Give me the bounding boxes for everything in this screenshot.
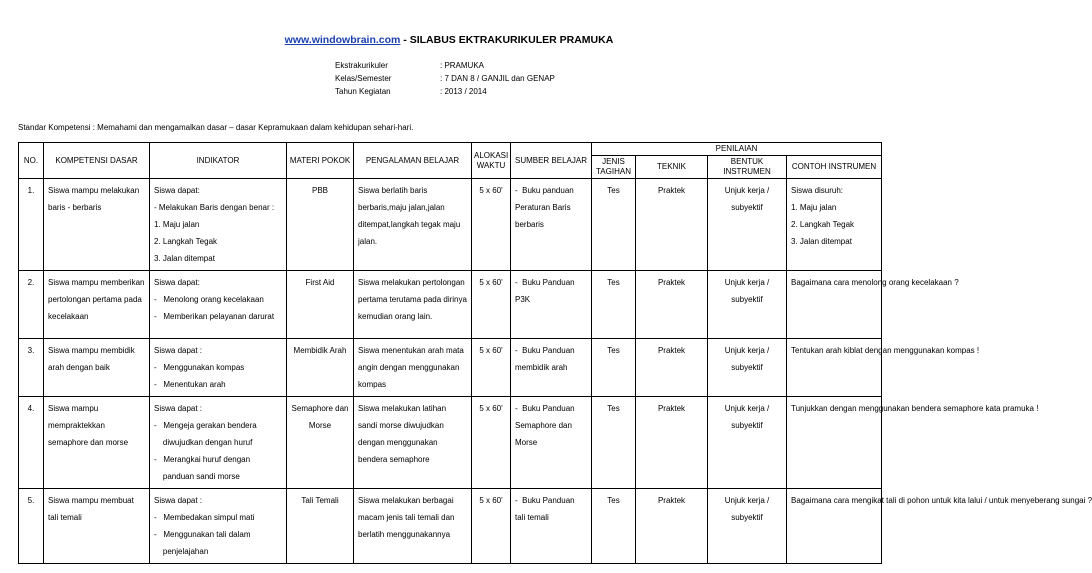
cell-line: 1. Maju jalan: [154, 220, 200, 229]
cell-alokasi: 5 x 60': [472, 339, 511, 397]
cell-line: Siswa dapat:: [154, 186, 200, 195]
cell-materi: Semaphore dan Morse: [287, 397, 354, 489]
header-jenis-tagihan: JENIS TAGIHAN: [592, 156, 636, 179]
cell-jenis: Tes: [592, 271, 636, 339]
meta-tahun-kegiatan: [335, 87, 487, 96]
cell-materi: PBB: [287, 179, 354, 271]
cell-line: Siswa dapat:: [154, 278, 200, 287]
cell-teknik: Praktek: [636, 339, 708, 397]
cell-line: - Menentukan arah: [154, 380, 226, 389]
cell-line: Siswa disuruh:: [791, 186, 844, 195]
cell-line: 3. Jalan ditempat: [791, 237, 852, 246]
cell-line: - Menggunakan kompas: [154, 363, 245, 372]
cell-kompetensi: Siswa mampu membidik arah dengan baik: [44, 339, 150, 397]
cell-no: 3.: [19, 339, 44, 397]
table-row: [19, 179, 882, 271]
cell-bentuk: Unjuk kerja / subyektif: [708, 397, 787, 489]
header-sumber-belajar: SUMBER BELAJAR: [511, 143, 592, 179]
meta-label: Tahun Kegiatan: [335, 87, 391, 96]
cell-line: Bagaimana cara menolong orang kecelakaan ?: [791, 278, 959, 287]
cell-bentuk: Unjuk kerja / subyektif: [708, 179, 787, 271]
cell-line: - Buku Panduan: [515, 278, 575, 287]
cell-pengalaman: Siswa berlatih baris berbaris,maju jalan,jalan ditempat,langkah tegak maju jalan.: [354, 179, 472, 271]
cell-line: Tunjukkan dengan menggunakan bendera semaphore kata pramuka !: [791, 404, 1039, 413]
cell-line: 1. Maju jalan: [791, 203, 837, 212]
meta-label: Kelas/Semester: [335, 74, 392, 83]
header-penilaian: PENILAIAN: [592, 143, 882, 156]
cell-alokasi: 5 x 60': [472, 397, 511, 489]
cell-jenis: Tes: [592, 179, 636, 271]
cell-line: Bagaimana cara mengikat tali di pohon untuk kita lalui / untuk menyeberang sungai ?: [791, 496, 1092, 505]
cell-line: - Menggunakan tali dalam: [154, 530, 251, 539]
cell-line: - Menolong orang kecelakaan: [154, 295, 264, 304]
cell-indikator: [150, 489, 287, 564]
cell-line: membidik arah: [515, 363, 568, 372]
meta-value: : 2013 / 2014: [440, 87, 487, 96]
cell-jenis: Tes: [592, 339, 636, 397]
header-materi-pokok: MATERI POKOK: [287, 143, 354, 179]
cell-line: - Membedakan simpul mati: [154, 513, 255, 522]
header-pengalaman-belajar: PENGALAMAN BELAJAR: [354, 143, 472, 179]
header-bentuk-instrumen: BENTUK INSTRUMEN: [708, 156, 787, 179]
cell-sumber: [511, 489, 592, 564]
cell-line: berbaris: [515, 220, 544, 229]
cell-bentuk: Unjuk kerja / subyektif: [708, 271, 787, 339]
cell-no: 2.: [19, 271, 44, 339]
meta-value: : PRAMUKA: [440, 61, 485, 70]
syllabus-table: [18, 142, 1092, 564]
title-separator: -: [400, 34, 410, 46]
cell-line: - Buku panduan: [515, 186, 574, 195]
cell-pengalaman: Siswa melakukan berbagai macam jenis tali temali dan berlatih menggunakannya: [354, 489, 472, 564]
cell-materi: First Aid: [287, 271, 354, 339]
meta-label: Ekstrakurikuler: [335, 61, 388, 70]
cell-alokasi: 5 x 60': [472, 179, 511, 271]
cell-no: 1.: [19, 179, 44, 271]
cell-teknik: Praktek: [636, 271, 708, 339]
cell-line: panduan sandi morse: [154, 472, 240, 481]
cell-indikator: [150, 179, 287, 271]
header-indikator: INDIKATOR: [150, 143, 287, 179]
cell-indikator: [150, 397, 287, 489]
cell-alokasi: 5 x 60': [472, 489, 511, 564]
cell-teknik: Praktek: [636, 489, 708, 564]
header-contoh-instrumen: CONTOH INSTRUMEN: [787, 156, 882, 179]
cell-line: Siswa dapat :: [154, 496, 203, 505]
cell-line: Siswa dapat :: [154, 346, 203, 355]
cell-indikator: [150, 271, 287, 339]
cell-pengalaman: Siswa melakukan pertolongan pertama terutama pada dirinya kemudian orang lain.: [354, 271, 472, 339]
cell-kompetensi: Siswa mampu memberikan pertolongan pertama pada kecelakaan: [44, 271, 150, 339]
cell-alokasi: 5 x 60': [472, 271, 511, 339]
cell-contoh: [787, 271, 959, 339]
cell-line: Siswa dapat :: [154, 404, 203, 413]
cell-sumber: [511, 339, 592, 397]
cell-sumber: [511, 397, 592, 489]
header-alokasi-waktu: ALOKASI WAKTU: [472, 143, 511, 179]
cell-line: - Melakukan Baris dengan benar :: [154, 203, 275, 212]
cell-line: Peraturan Baris: [515, 203, 571, 212]
cell-line: tali temali: [515, 513, 549, 522]
cell-materi: Tali Temali: [287, 489, 354, 564]
cell-kompetensi: Siswa mampu melakukan baris - berbaris: [44, 179, 150, 271]
header-no: NO.: [19, 143, 44, 179]
cell-contoh: [787, 489, 1092, 564]
cell-bentuk: Unjuk kerja / subyektif: [708, 489, 787, 564]
cell-pengalaman: Siswa melakukan latihan sandi morse diwujudkan dengan menggunakan bendera semaphore: [354, 397, 472, 489]
meta-value: : 7 DAN 8 / GANJIL dan GENAP: [440, 74, 555, 83]
title-text: SILABUS EKTRAKURIKULER PRAMUKA: [409, 34, 614, 46]
cell-no: 4.: [19, 397, 44, 489]
cell-contoh: [787, 397, 1039, 489]
table-row: [19, 397, 882, 489]
table-row: [19, 339, 882, 397]
cell-line: Tentukan arah kiblat dengan menggunakan kompas !: [791, 346, 980, 355]
cell-line: 2. Langkah Tegak: [154, 237, 218, 246]
cell-line: penjelajahan: [154, 547, 209, 556]
cell-bentuk: Unjuk kerja / subyektif: [708, 339, 787, 397]
cell-line: Semaphore dan: [515, 421, 572, 430]
cell-jenis: Tes: [592, 397, 636, 489]
cell-sumber: [511, 271, 592, 339]
cell-kompetensi: Siswa mampu membuat tali temali: [44, 489, 150, 564]
cell-line: Morse: [515, 438, 538, 447]
document-title: [0, 34, 898, 46]
table-body: [19, 179, 1092, 564]
cell-materi: Membidik Arah: [287, 339, 354, 397]
header-kompetensi-dasar: KOMPETENSI DASAR: [44, 143, 150, 179]
cell-line: - Mengeja gerakan bendera: [154, 421, 257, 430]
header-teknik: TEKNIK: [636, 156, 708, 179]
meta-kelas-semester: [335, 74, 555, 83]
cell-line: 3. Jalan ditempat: [154, 254, 215, 263]
cell-contoh: [787, 179, 882, 271]
website-link[interactable]: www.windowbrain.com: [284, 34, 401, 46]
cell-no: 5.: [19, 489, 44, 564]
cell-line: - Merangkai huruf dengan: [154, 455, 251, 464]
cell-teknik: Praktek: [636, 397, 708, 489]
cell-sumber: [511, 179, 592, 271]
meta-ekstrakurikuler: [335, 61, 485, 70]
table-row: [19, 271, 882, 339]
cell-line: - Buku Panduan: [515, 496, 575, 505]
cell-jenis: Tes: [592, 489, 636, 564]
cell-pengalaman: Siswa menentukan arah mata angin dengan menggunakan kompas: [354, 339, 472, 397]
cell-contoh: [787, 339, 980, 397]
cell-line: - Memberikan pelayanan darurat: [154, 312, 275, 321]
standar-kompetensi: Standar Kompetensi : Memahami dan mengamalkan dasar – dasar Kepramukaan dalam kehidupan sehari-hari.: [18, 123, 414, 132]
cell-indikator: [150, 339, 287, 397]
cell-line: diwujudkan dengan huruf: [154, 438, 253, 447]
cell-line: - Buku Panduan: [515, 404, 575, 413]
cell-line: 2. Langkah Tegak: [791, 220, 855, 229]
cell-line: - Buku Panduan: [515, 346, 575, 355]
cell-line: P3K: [515, 295, 531, 304]
table-row: [19, 489, 882, 564]
cell-kompetensi: Siswa mampu mempraktekkan semaphore dan morse: [44, 397, 150, 489]
cell-teknik: Praktek: [636, 179, 708, 271]
